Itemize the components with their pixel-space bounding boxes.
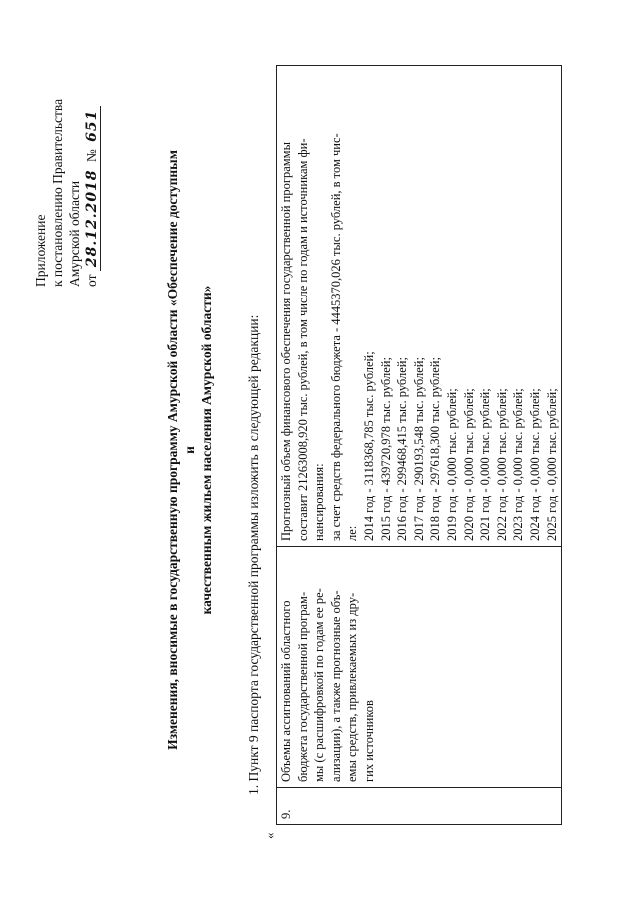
name-line: емы средств, привлекаемых из дру-: [345, 592, 360, 782]
appendix-block: [32, 17, 101, 287]
title-line-2: качественным жильем населения Амурской области»: [199, 285, 214, 615]
opening-quote: «: [262, 832, 277, 839]
year-line: 2024 год - 0,000 тыс. рублей;: [527, 388, 542, 541]
appendix-date-line: [83, 17, 101, 287]
appendix-title: Приложение: [33, 214, 48, 287]
year-line: 2025 год - 0,000 тыс. рублей;: [544, 388, 559, 541]
date-prefix: от: [84, 274, 99, 287]
year-line: 2020 год - 0,000 тыс. рублей;: [461, 388, 476, 541]
year-line: 2022 год - 0,000 тыс. рублей;: [494, 388, 509, 541]
name-line: бюджета государственной програм-: [295, 591, 310, 782]
row-number: 9.: [277, 788, 562, 825]
name-line: ализации), а также прогнозные объ-: [328, 590, 343, 782]
handwritten-date: 28.12.2018: [84, 169, 100, 268]
date-number-field: [84, 106, 101, 272]
row-value-cell: [277, 66, 562, 547]
value-line: за счет средств федерального бюджета - 4445370,026 тыс. рублей, в том чис-: [328, 133, 343, 541]
passport-table: [276, 65, 562, 825]
value-line: нансирования:: [312, 463, 327, 541]
number-prefix: №: [84, 149, 99, 163]
name-line: гих источников: [361, 700, 376, 782]
year-line: 2014 год - 3118368,785 тыс. рублей;: [361, 351, 376, 541]
value-line: ле:: [345, 525, 360, 541]
title-line-1: Изменения, вносимые в государственную программу Амурской области «Обеспечение доступным и: [165, 150, 197, 750]
year-line: 2021 год - 0,000 тыс. рублей;: [478, 388, 493, 541]
year-line: 2018 год - 297618,300 тыс. рублей;: [428, 357, 443, 541]
document-title: [164, 145, 215, 755]
year-line: 2016 год - 299468,415 тыс. рублей;: [395, 357, 410, 541]
appendix-region-line: Амурской области: [67, 180, 82, 287]
handwritten-number: 651: [84, 109, 100, 142]
year-line: 2017 год - 290193,548 тыс. рублей;: [411, 357, 426, 541]
year-line: 2023 год - 0,000 тыс. рублей;: [511, 388, 526, 541]
year-line: 2015 год - 439720,978 тыс. рублей;: [378, 357, 393, 541]
value-line: составит 21263008,920 тыс. рублей, в том числе по годам и источникам фи-: [295, 138, 310, 541]
year-line: 2019 год - 0,000 тыс. рублей;: [444, 388, 459, 541]
appendix-resolution-line: к постановлению Правительства: [50, 98, 65, 287]
row-name-cell: [277, 547, 562, 788]
value-line: Прогнозный объем финансового обеспечения государственной программы: [279, 142, 293, 541]
name-line: мы (с расшифровкой по годам ее ре-: [312, 588, 327, 782]
intro-paragraph: 1. Пункт 9 паспорта государственной программы изложить в следующей редакции:: [246, 314, 261, 795]
table-row: [277, 66, 562, 825]
name-line: Объемы ассигнований областного: [279, 600, 293, 782]
